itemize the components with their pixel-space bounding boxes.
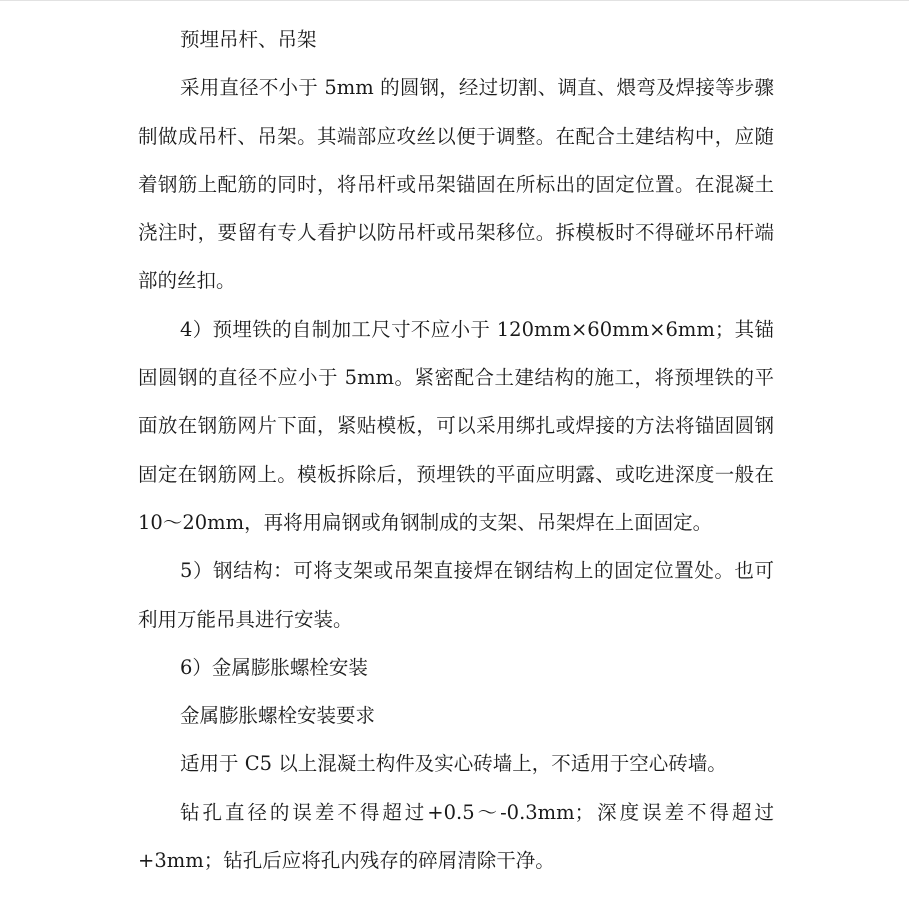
paragraph-steel-structure: 5）钢结构：可将支架或吊架直接焊在钢结构上的固定位置处。也可利用万能吊具进行安装。 [138, 559, 774, 631]
top-border-line [0, 0, 909, 1]
paragraph-applicability: 适用于 C5 以上混凝土构件及实心砖墙上，不适用于空心砖墙。 [180, 752, 727, 776]
section-heading-embedded-hangers: 预埋吊杆、吊架 [180, 28, 317, 51]
paragraph-drilling-tolerance: 钻孔直径的误差不得超过+0.5～-0.3mm；深度误差不得超过+3mm；钻孔后应将孔内残存的碎屑清除干净。 [138, 800, 774, 873]
paragraph-embedded-iron: 4）预埋铁的自制加工尺寸不应小于 120mm×60mm×6mm；其锚固圆钢的直径不应小于 5mm。紧密配合土建结构的施工，将预埋铁的平面放在钢筋网片下面，紧贴模板，可以采用绑扎或焊接的方法将锚固圆钢固定在钢筋网上。模板拆除后，预埋铁的平面应明露、或吃进深度一般在 10～20mm，再将用扁钢或角钢制成的支架、吊架焊在上面固定。 [138, 317, 774, 534]
subheading-expansion-bolt-requirements: 金属膨胀螺栓安装要求 [180, 704, 376, 728]
section-heading-expansion-bolt: 6）金属膨胀螺栓安装 [180, 655, 368, 679]
document-page [138, 16, 774, 885]
paragraph-hanger-fabrication: 采用直径不小于 5mm 的圆钢，经过切割、调直、煨弯及焊接等步骤制做成吊杆、吊架。其端部应攻丝以便于调整。在配合土建结构中，应随着钢筋上配筋的同时，将吊杆或吊架锚固在所标出的固定位置。在混凝土浇注时，要留有专人看护以防吊杆或吊架移位。拆模板时不得碰坏吊杆端部的丝扣。 [138, 76, 774, 293]
